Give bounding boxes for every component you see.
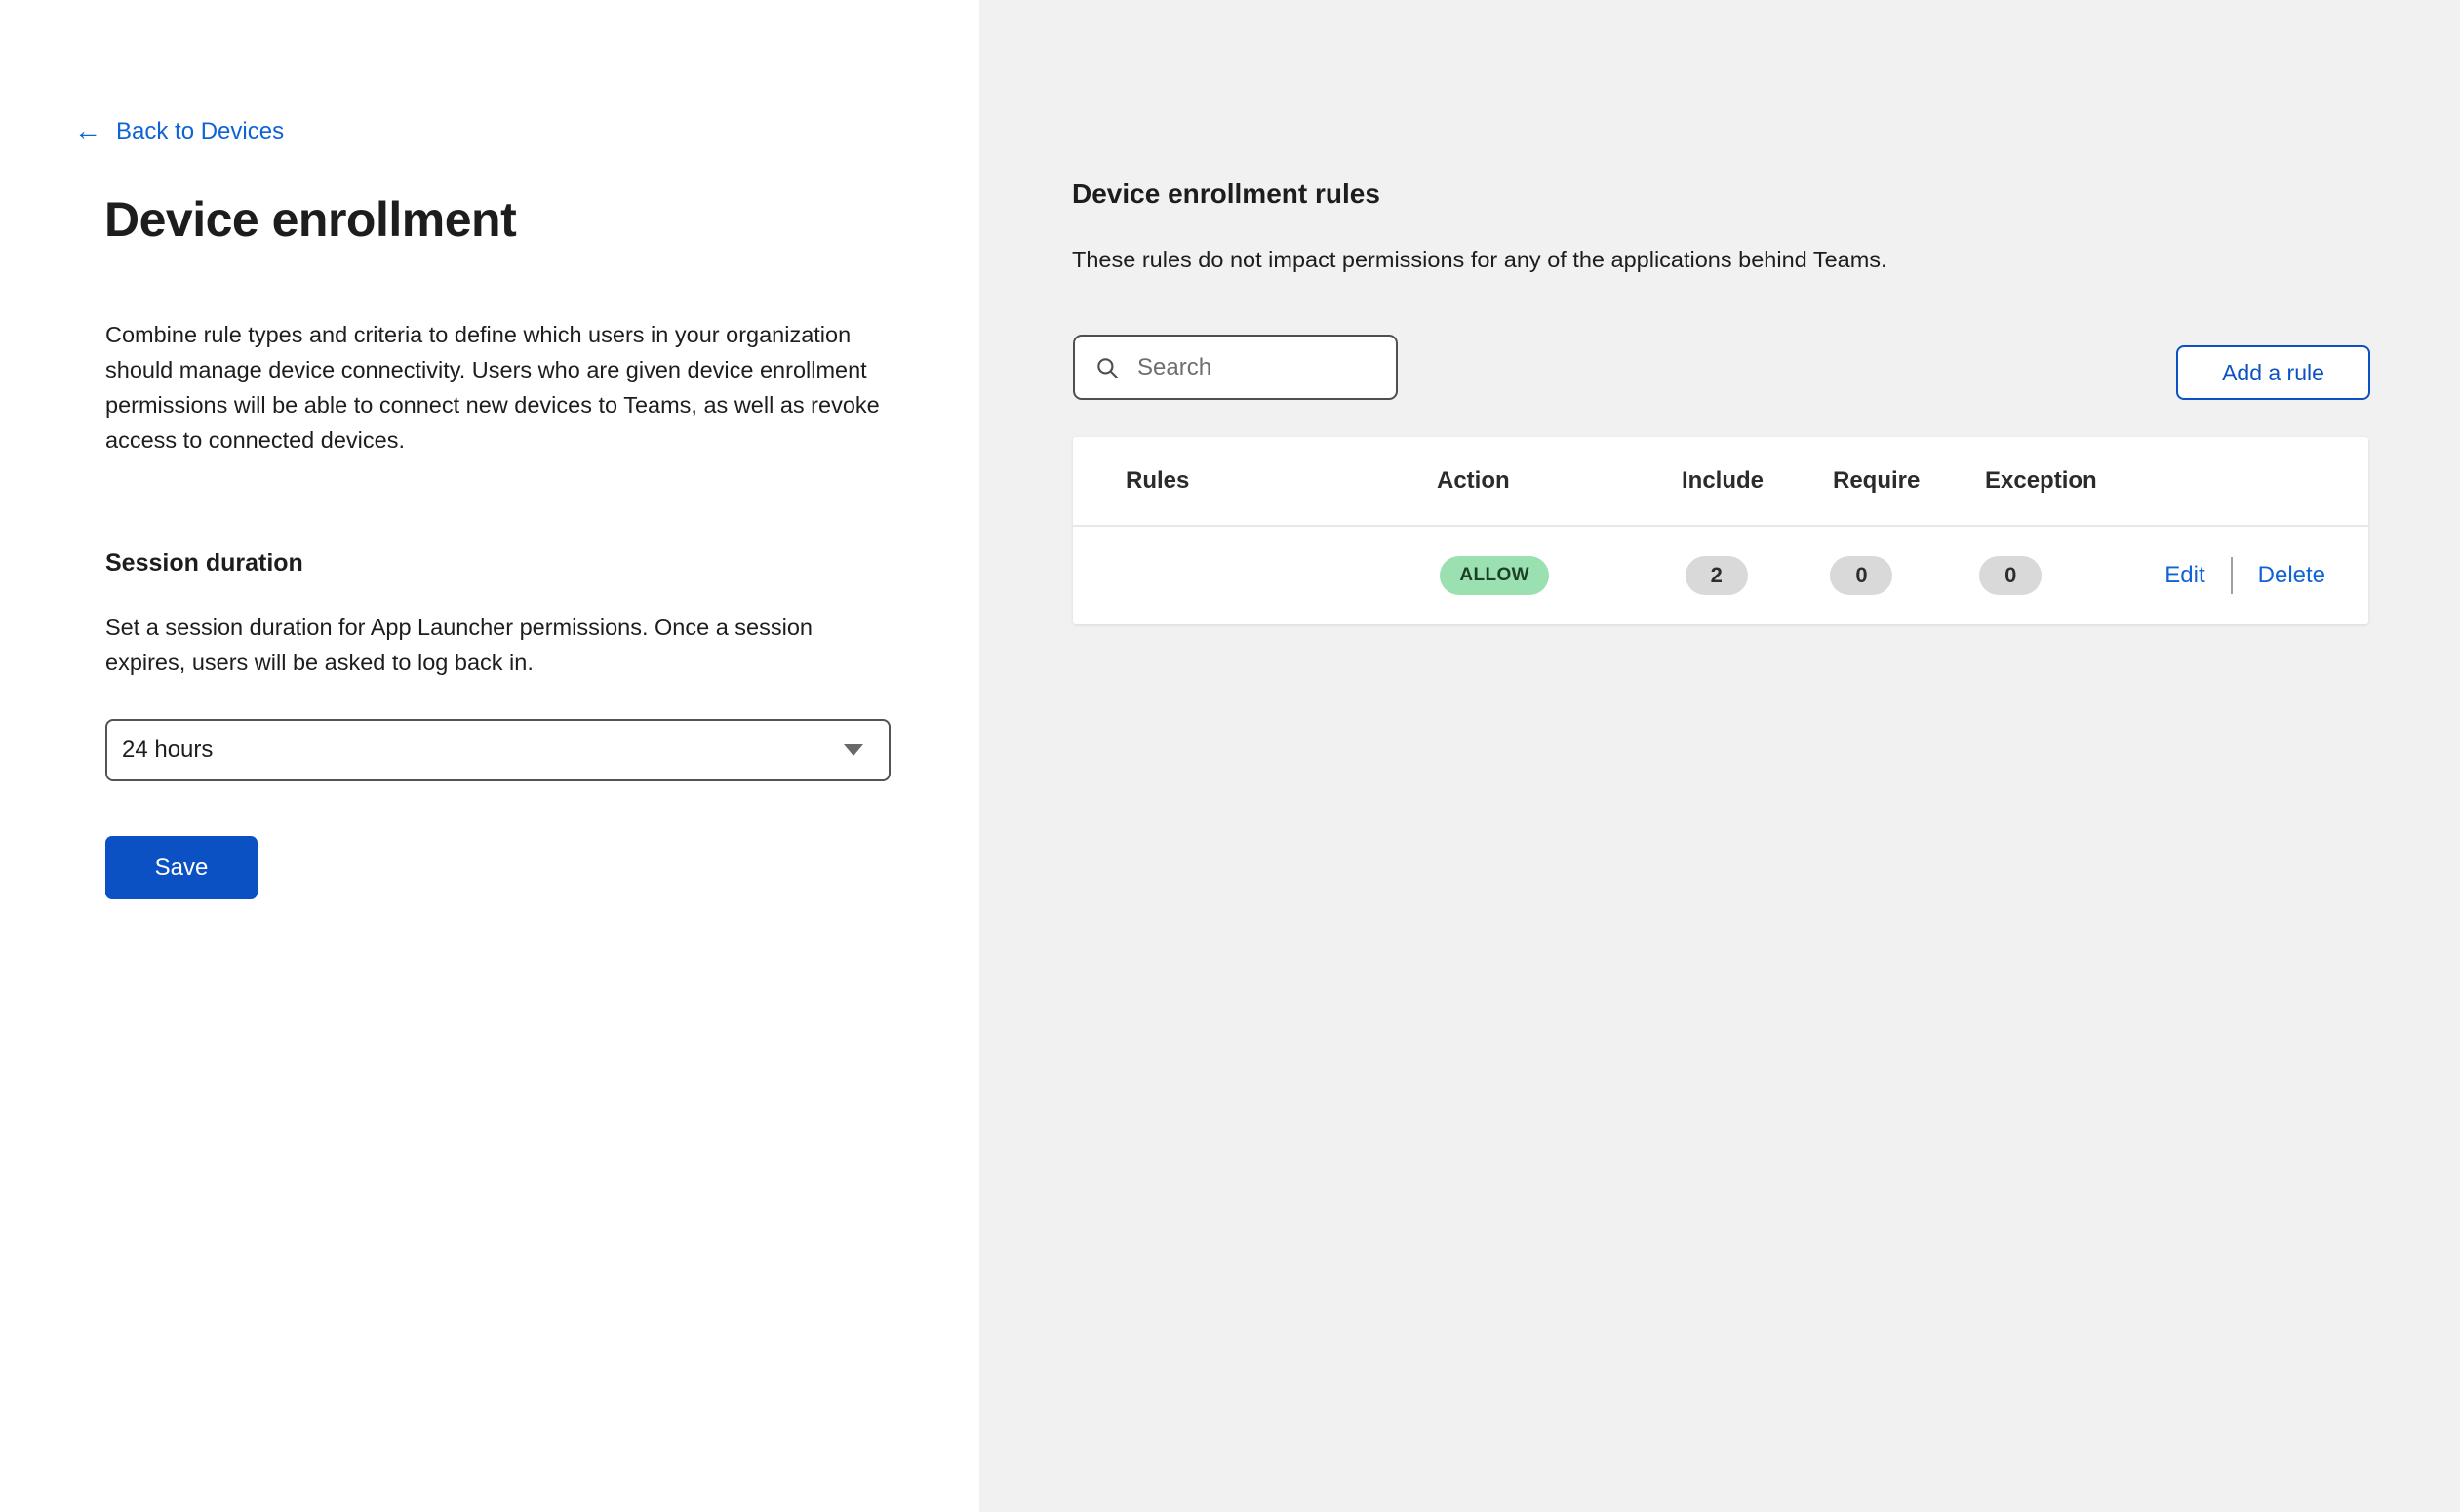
header-exception: Exception — [1985, 467, 2097, 494]
session-duration-heading: Session duration — [105, 549, 303, 577]
search-input[interactable] — [1137, 354, 1378, 381]
search-icon — [1094, 355, 1120, 380]
device-enrollment-panel — [0, 0, 979, 1512]
back-to-devices-link[interactable] — [74, 115, 285, 145]
rule-action-cell — [1432, 556, 1673, 595]
allow-badge: ALLOW — [1440, 556, 1549, 595]
header-action: Action — [1437, 467, 1510, 494]
require-count-badge: 0 — [1830, 556, 1892, 595]
header-require: Require — [1833, 467, 1921, 494]
session-duration-select[interactable] — [105, 719, 891, 781]
row-actions — [2164, 557, 2368, 594]
session-duration-description: Set a session duration for App Launcher permissions. Once a session expires, users will be asked to log back in. — [105, 615, 813, 675]
device-enrollment-rules-panel — [979, 0, 2460, 1512]
rules-table — [1073, 437, 2368, 624]
exception-count-badge: 0 — [1979, 556, 2042, 595]
chevron-down-icon — [844, 744, 863, 756]
rules-section-subtitle: These rules do not impact permissions for any of the applications behind Teams. — [1072, 247, 1887, 272]
arrow-left-icon: ← — [74, 115, 101, 145]
rule-exception-cell — [1972, 556, 2164, 595]
table-row — [1073, 525, 2368, 624]
save-button[interactable]: Save — [105, 836, 258, 899]
delete-rule-link[interactable]: Delete — [2257, 562, 2326, 588]
action-divider — [2231, 557, 2233, 594]
session-duration-value: 24 hours — [122, 736, 214, 763]
rule-require-cell — [1822, 556, 1972, 595]
rules-table-header — [1073, 437, 2368, 525]
header-include: Include — [1682, 467, 1765, 494]
rule-include-cell — [1674, 556, 1823, 595]
back-link-label: Back to Devices — [116, 118, 285, 144]
add-rule-button[interactable]: Add a rule — [2176, 345, 2370, 400]
header-rules: Rules — [1126, 467, 1190, 494]
rules-section-title: Device enrollment rules — [1072, 179, 1380, 209]
rules-search-box[interactable] — [1073, 335, 1398, 400]
include-count-badge: 2 — [1686, 556, 1748, 595]
enrollment-description: Combine rule types and criteria to define which users in your organization should manage device connectivity. Users who are given device enrollment permissions will be able to connect new devices to Teams, as well as revoke access to connected devices. — [105, 322, 880, 453]
edit-rule-link[interactable]: Edit — [2164, 562, 2205, 588]
page-title: Device enrollment — [104, 192, 517, 247]
